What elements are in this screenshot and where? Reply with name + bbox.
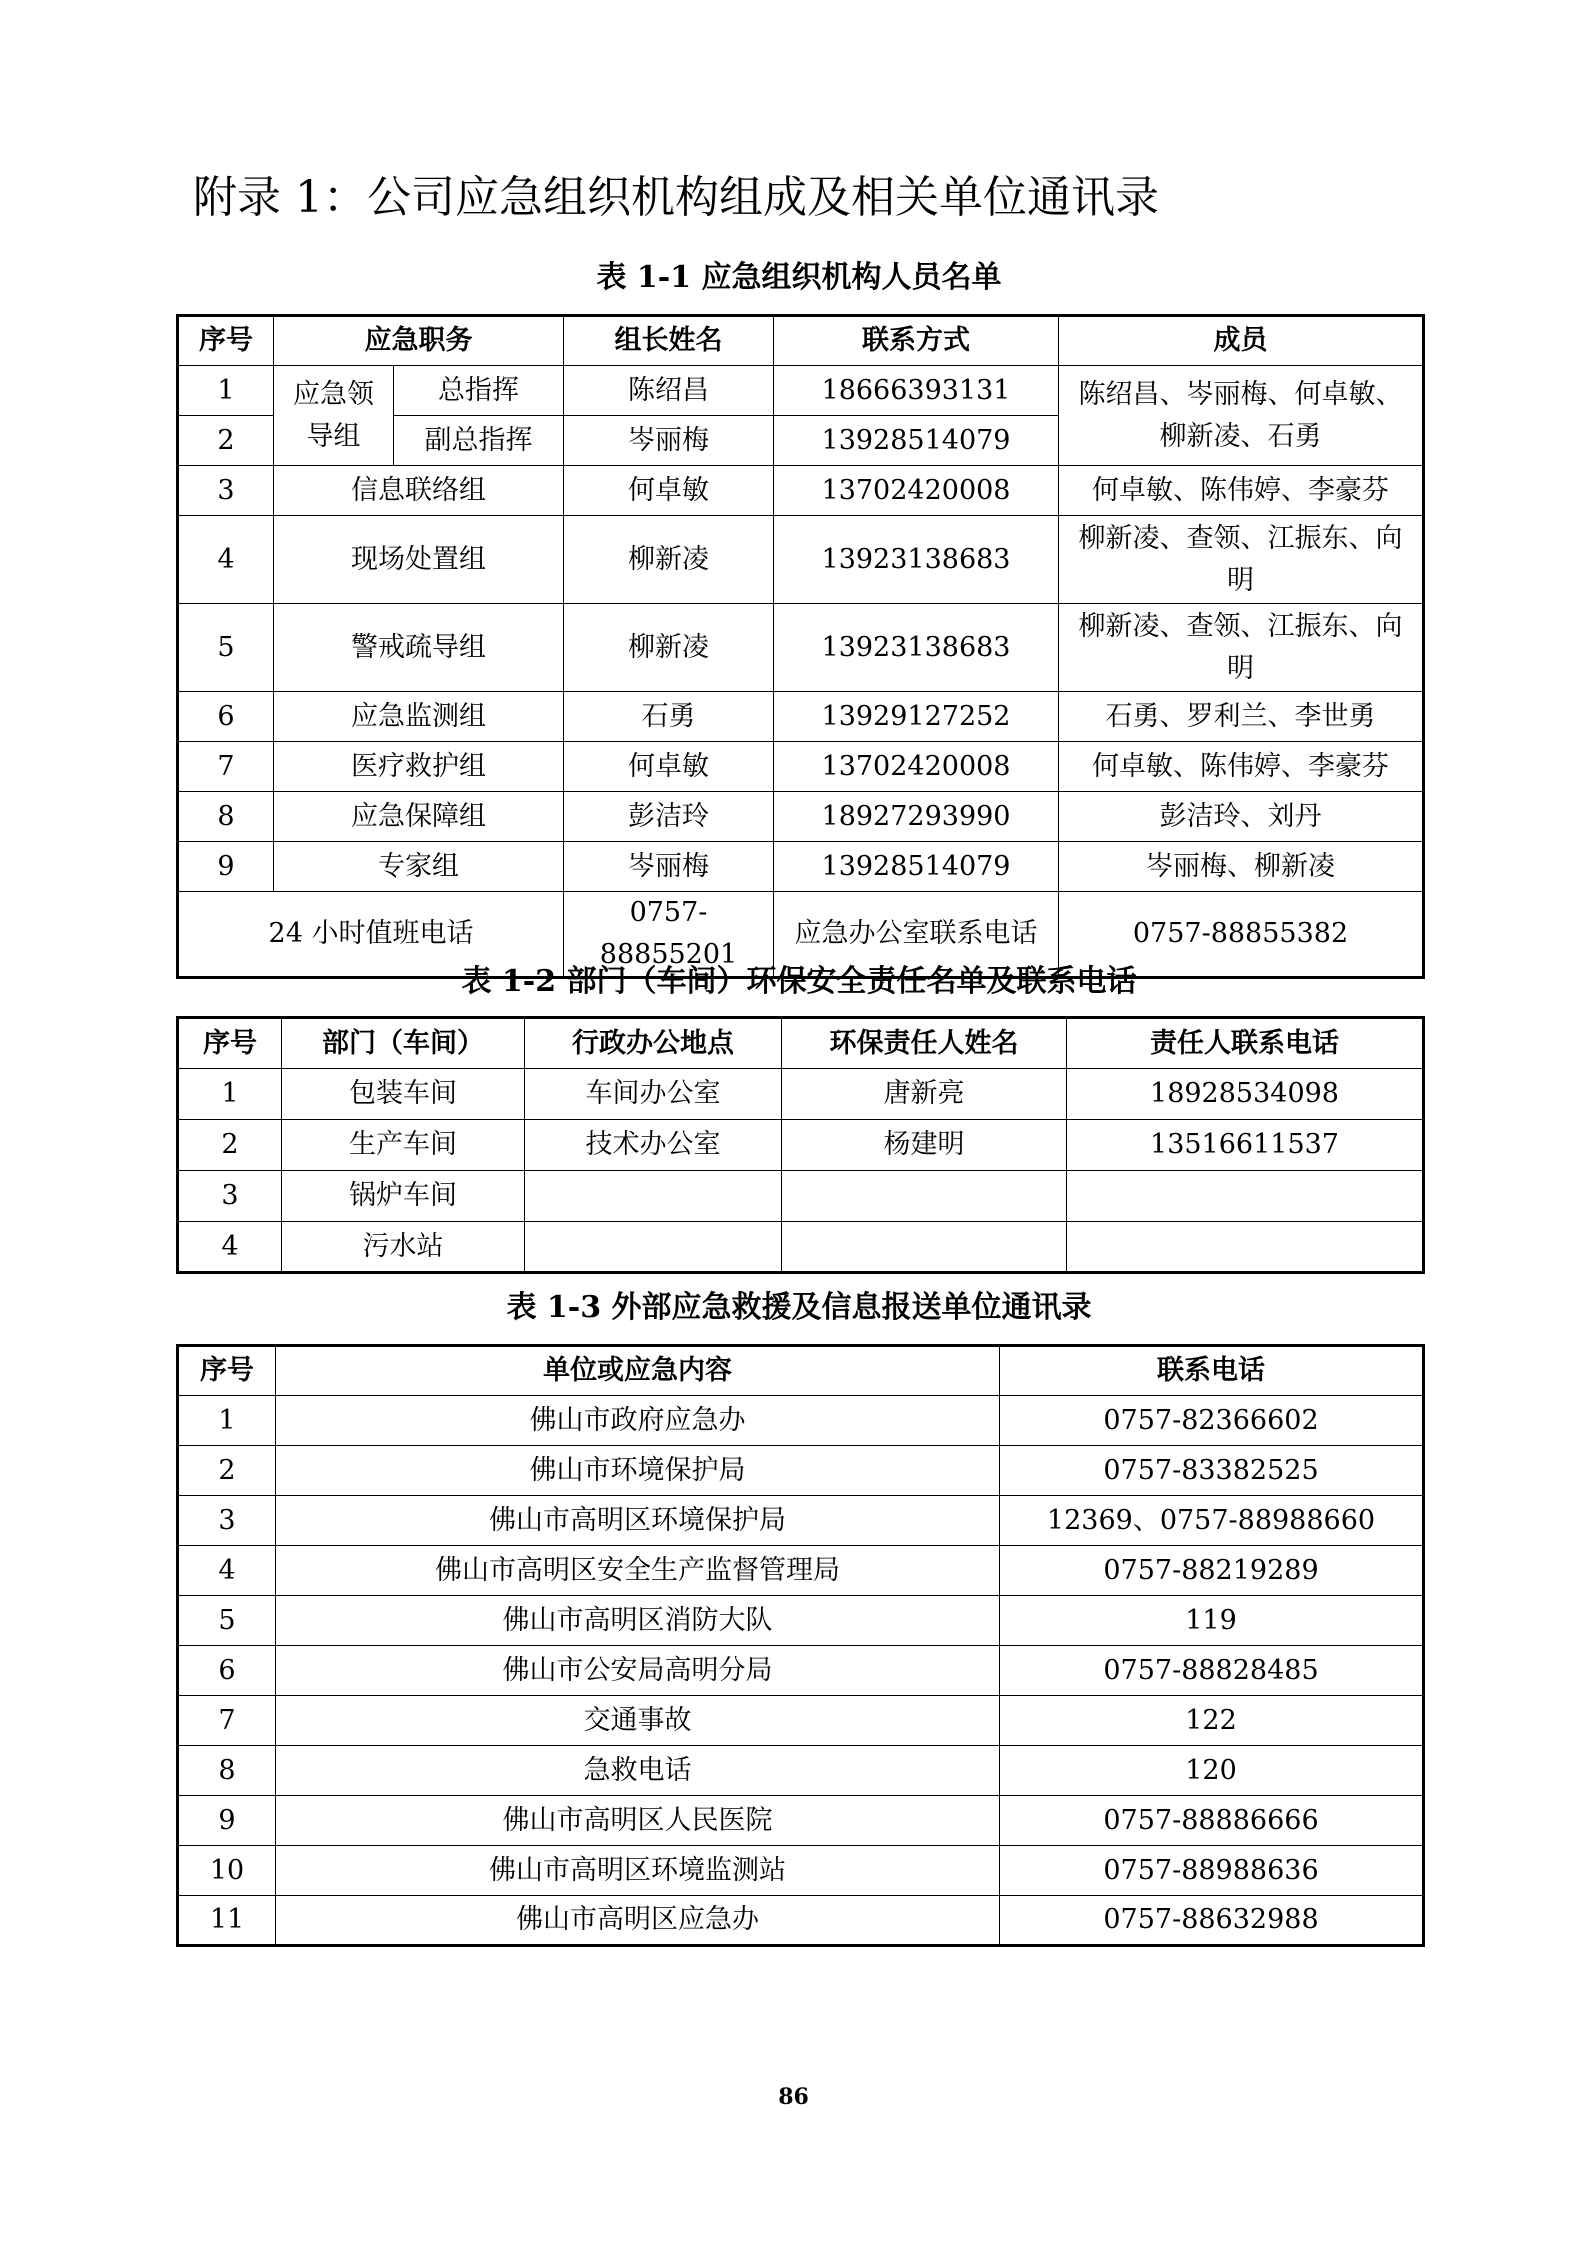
row-dept: 包装车间 <box>282 1069 525 1120</box>
row-phone: 13702420008 <box>774 466 1059 516</box>
row-leader: 岑丽梅 <box>564 842 774 892</box>
row-office <box>525 1171 782 1222</box>
group-members: 陈绍昌、岑丽梅、何卓敏、柳新凌、石勇 <box>1059 366 1424 466</box>
row-no: 3 <box>178 466 274 516</box>
table-row <box>178 1546 1424 1596</box>
row-phone: 120 <box>1000 1746 1424 1796</box>
row-no: 4 <box>178 1222 282 1273</box>
row-leader: 柳新凌 <box>564 516 774 604</box>
row-phone: 13516611537 <box>1067 1120 1424 1171</box>
table-row <box>178 1496 1424 1546</box>
table-row <box>178 1222 1424 1273</box>
row-members: 何卓敏、陈伟婷、李豪芬 <box>1059 742 1424 792</box>
row-duty: 总指挥 <box>394 366 564 416</box>
row-no: 1 <box>178 366 274 416</box>
row-duty: 警戒疏导组 <box>274 604 564 692</box>
table-row <box>178 1069 1424 1120</box>
row-no: 5 <box>178 604 274 692</box>
table2-caption: 表 1-2 部门（车间）环保安全责任名单及联系电话 <box>461 964 1137 999</box>
table-row <box>178 604 1424 692</box>
row-no: 3 <box>178 1171 282 1222</box>
row-duty: 副总指挥 <box>394 416 564 466</box>
row-duty: 医疗救护组 <box>274 742 564 792</box>
row-leader: 石勇 <box>564 692 774 742</box>
row-unit: 佛山市环境保护局 <box>276 1446 1000 1496</box>
row-phone: 18928534098 <box>1067 1069 1424 1120</box>
row-no: 6 <box>178 1646 276 1696</box>
table2-header-no: 序号 <box>178 1018 282 1069</box>
table1-header-duty: 应急职务 <box>274 316 564 366</box>
row-no: 1 <box>178 1069 282 1120</box>
table-row <box>178 1696 1424 1746</box>
row-members: 岑丽梅、柳新凌 <box>1059 842 1424 892</box>
row-leader: 陈绍昌 <box>564 366 774 416</box>
table2-header-phone: 责任人联系电话 <box>1067 1018 1424 1069</box>
table-row <box>178 1896 1424 1946</box>
row-unit: 佛山市高明区人民医院 <box>276 1796 1000 1846</box>
table-row <box>178 1446 1424 1496</box>
table1-emergency-org <box>176 314 1425 979</box>
row-leader: 何卓敏 <box>564 466 774 516</box>
row-phone: 12369、0757-88988660 <box>1000 1496 1424 1546</box>
row-dept: 污水站 <box>282 1222 525 1273</box>
row-unit: 急救电话 <box>276 1746 1000 1796</box>
row-no: 9 <box>178 1796 276 1846</box>
row-no: 2 <box>178 1446 276 1496</box>
row-no: 8 <box>178 1746 276 1796</box>
row-phone: 0757-88886666 <box>1000 1796 1424 1846</box>
row-phone: 0757-88988636 <box>1000 1846 1424 1896</box>
row-members: 何卓敏、陈伟婷、李豪芬 <box>1059 466 1424 516</box>
row-members: 彭洁玲、刘丹 <box>1059 792 1424 842</box>
row-leader: 彭洁玲 <box>564 792 774 842</box>
row-members: 柳新凌、查领、江振东、向明 <box>1059 516 1424 604</box>
row-duty: 信息联络组 <box>274 466 564 516</box>
row-no: 6 <box>178 692 274 742</box>
table-row <box>178 1120 1424 1171</box>
table-row <box>178 1646 1424 1696</box>
table-row <box>178 742 1424 792</box>
row-no: 2 <box>178 416 274 466</box>
table-row <box>178 842 1424 892</box>
row-phone: 13928514079 <box>774 416 1059 466</box>
table3-caption: 表 1-3 外部应急救援及信息报送单位通讯录 <box>506 1290 1092 1325</box>
duty-phone: 0757-88855201 <box>564 892 774 978</box>
table3-header-row <box>178 1346 1424 1396</box>
table3-header-phone: 联系电话 <box>1000 1346 1424 1396</box>
table-row <box>178 366 1424 416</box>
row-no: 3 <box>178 1496 276 1546</box>
row-phone: 13923138683 <box>774 516 1059 604</box>
table-row <box>178 792 1424 842</box>
row-no: 7 <box>178 1696 276 1746</box>
row-phone: 119 <box>1000 1596 1424 1646</box>
row-members: 石勇、罗利兰、李世勇 <box>1059 692 1424 742</box>
row-phone: 13702420008 <box>774 742 1059 792</box>
table2-header-row <box>178 1018 1424 1069</box>
duty-phone-label: 24 小时值班电话 <box>178 892 564 978</box>
row-phone: 0757-82366602 <box>1000 1396 1424 1446</box>
row-unit: 佛山市高明区环境监测站 <box>276 1846 1000 1896</box>
table1-header-no: 序号 <box>178 316 274 366</box>
row-duty: 现场处置组 <box>274 516 564 604</box>
row-unit: 佛山市政府应急办 <box>276 1396 1000 1446</box>
row-no: 5 <box>178 1596 276 1646</box>
row-duty: 专家组 <box>274 842 564 892</box>
table1-header-row <box>178 316 1424 366</box>
row-phone: 18927293990 <box>774 792 1059 842</box>
row-leader: 何卓敏 <box>564 742 774 792</box>
row-phone: 13929127252 <box>774 692 1059 742</box>
table3-header-no: 序号 <box>178 1346 276 1396</box>
row-no: 8 <box>178 792 274 842</box>
row-phone: 13923138683 <box>774 604 1059 692</box>
table-row <box>178 1746 1424 1796</box>
row-phone <box>1067 1171 1424 1222</box>
row-unit: 佛山市高明区安全生产监督管理局 <box>276 1546 1000 1596</box>
table2-header-office: 行政办公地点 <box>525 1018 782 1069</box>
row-person <box>782 1222 1067 1273</box>
table-row <box>178 1846 1424 1896</box>
row-no: 7 <box>178 742 274 792</box>
table-row <box>178 466 1424 516</box>
row-office: 车间办公室 <box>525 1069 782 1120</box>
table-row <box>178 1396 1424 1446</box>
row-office <box>525 1222 782 1273</box>
table2-header-dept: 部门（车间） <box>282 1018 525 1069</box>
table-row <box>178 516 1424 604</box>
row-phone: 0757-88828485 <box>1000 1646 1424 1696</box>
table1-caption: 表 1-1 应急组织机构人员名单 <box>596 260 1002 295</box>
table-row <box>178 1171 1424 1222</box>
row-phone: 0757-88632988 <box>1000 1896 1424 1946</box>
table2-header-person: 环保责任人姓名 <box>782 1018 1067 1069</box>
row-unit: 交通事故 <box>276 1696 1000 1746</box>
row-phone: 18666393131 <box>774 366 1059 416</box>
row-no: 11 <box>178 1896 276 1946</box>
group-label: 应急领导组 <box>274 366 394 466</box>
office-phone-label: 应急办公室联系电话 <box>774 892 1059 978</box>
office-phone: 0757-88855382 <box>1059 892 1424 978</box>
row-duty: 应急监测组 <box>274 692 564 742</box>
row-unit: 佛山市高明区消防大队 <box>276 1596 1000 1646</box>
row-leader: 岑丽梅 <box>564 416 774 466</box>
table-row <box>178 1796 1424 1846</box>
table-row <box>178 692 1424 742</box>
row-person <box>782 1171 1067 1222</box>
row-office: 技术办公室 <box>525 1120 782 1171</box>
row-duty: 应急保障组 <box>274 792 564 842</box>
table3-external-contacts <box>176 1344 1425 1947</box>
row-phone <box>1067 1222 1424 1273</box>
row-leader: 柳新凌 <box>564 604 774 692</box>
table3-header-unit: 单位或应急内容 <box>276 1346 1000 1396</box>
table1-header-phone: 联系方式 <box>774 316 1059 366</box>
page-number: 86 <box>778 2084 809 2110</box>
row-phone: 0757-88219289 <box>1000 1546 1424 1596</box>
row-phone: 0757-83382525 <box>1000 1446 1424 1496</box>
row-members: 柳新凌、查领、江振东、向明 <box>1059 604 1424 692</box>
row-person: 杨建明 <box>782 1120 1067 1171</box>
row-unit: 佛山市公安局高明分局 <box>276 1646 1000 1696</box>
table1-header-members: 成员 <box>1059 316 1424 366</box>
row-unit: 佛山市高明区应急办 <box>276 1896 1000 1946</box>
row-dept: 锅炉车间 <box>282 1171 525 1222</box>
appendix-heading: 附录 1：公司应急组织机构组成及相关单位通讯录 <box>193 172 1159 223</box>
row-phone: 13928514079 <box>774 842 1059 892</box>
row-no: 9 <box>178 842 274 892</box>
table-row <box>178 1596 1424 1646</box>
row-person: 唐新亮 <box>782 1069 1067 1120</box>
row-no: 4 <box>178 1546 276 1596</box>
row-no: 2 <box>178 1120 282 1171</box>
table1-header-leader: 组长姓名 <box>564 316 774 366</box>
row-no: 4 <box>178 516 274 604</box>
table2-dept-responsibility <box>176 1016 1425 1274</box>
row-dept: 生产车间 <box>282 1120 525 1171</box>
row-unit: 佛山市高明区环境保护局 <box>276 1496 1000 1546</box>
row-no: 1 <box>178 1396 276 1446</box>
row-no: 10 <box>178 1846 276 1896</box>
row-phone: 122 <box>1000 1696 1424 1746</box>
